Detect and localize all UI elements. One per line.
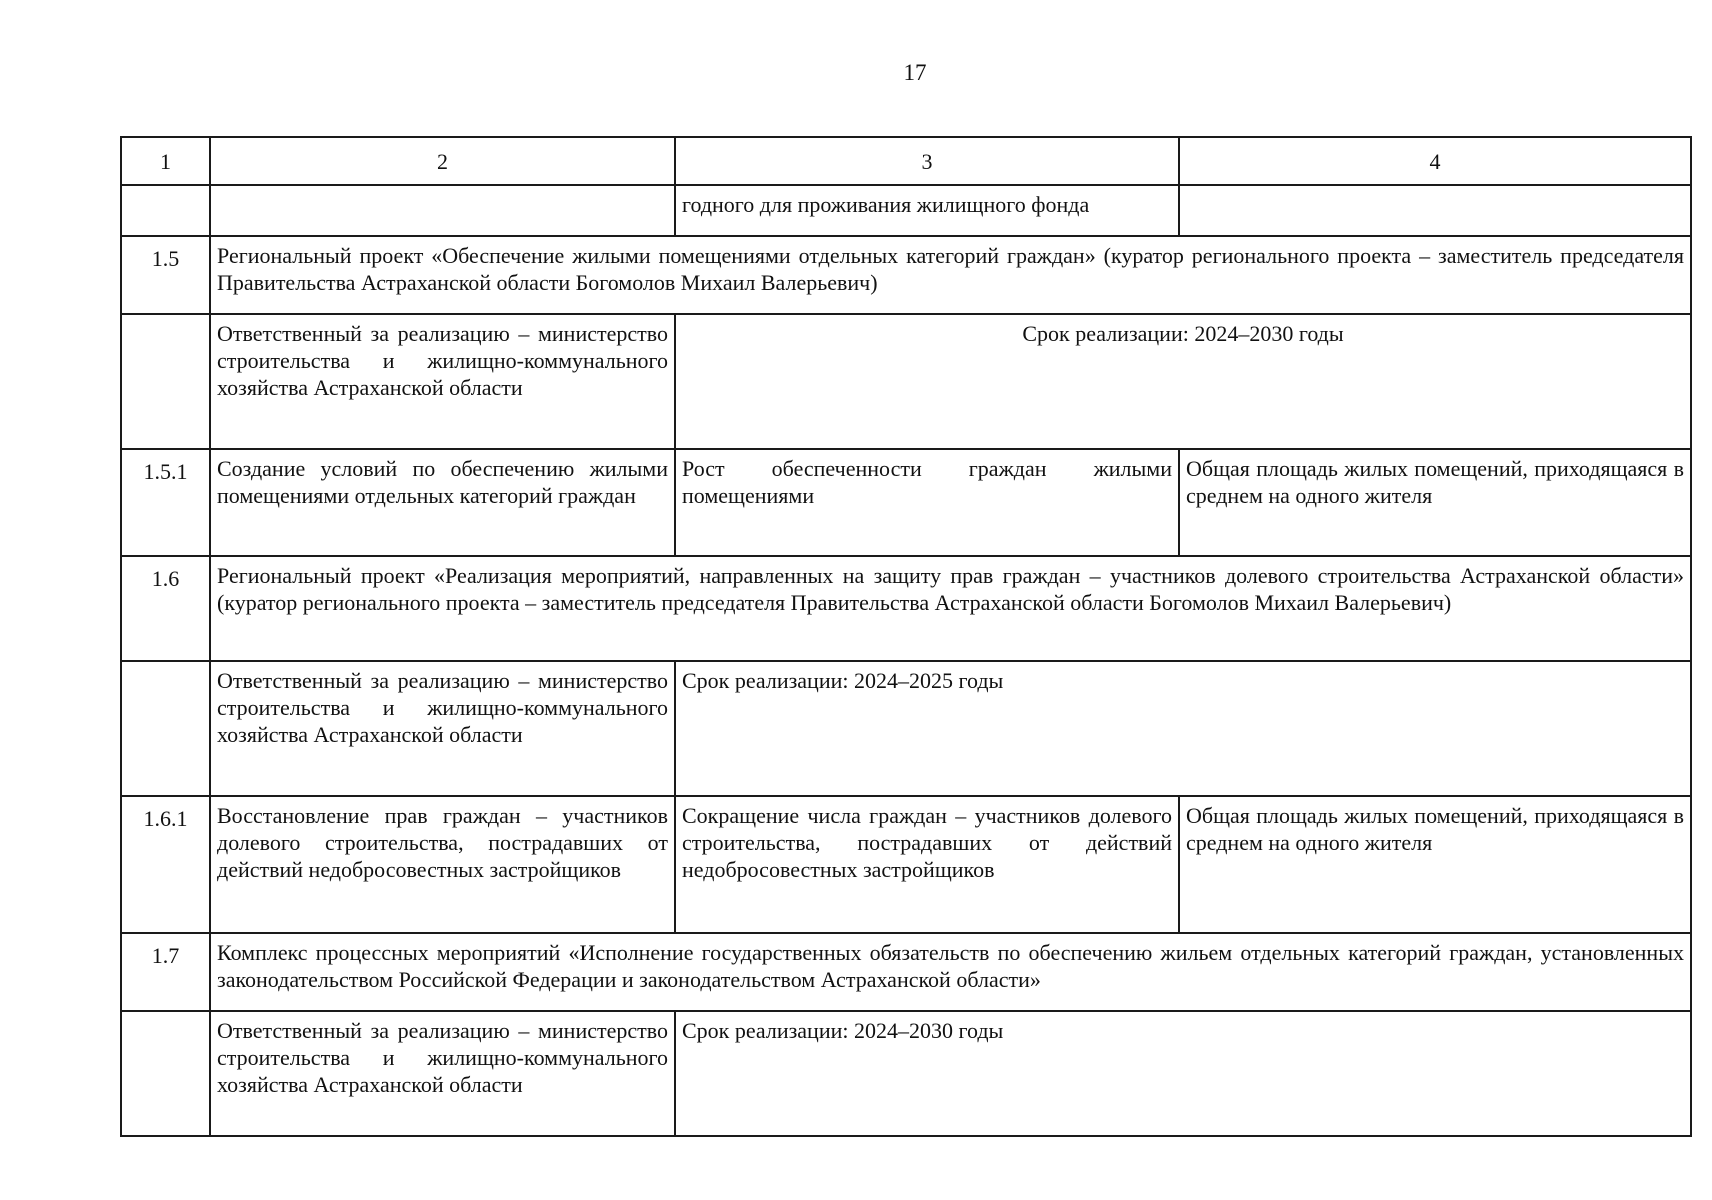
table-row-continuation: [121, 185, 1691, 236]
column-number-4: 4: [1179, 137, 1691, 185]
responsible-text: Ответственный за реализацию – министерство строительства и жилищно-коммунального хозяйства Астраханской области: [210, 314, 675, 449]
effect-text: Рост обеспеченности граждан жилыми помещениями: [675, 449, 1179, 556]
table-row-responsible-1-5: [121, 314, 1691, 449]
table-row-responsible-1-7: [121, 1011, 1691, 1136]
task-text: Создание условий по обеспечению жилыми помещениями отдельных категорий граждан: [210, 449, 675, 556]
empty-cell: [121, 314, 210, 449]
table-row-project-1-5: [121, 236, 1691, 314]
row-number: 1.6.1: [121, 796, 210, 933]
indicator-text: Общая площадь жилых помещений, приходящаяся в среднем на одного жителя: [1179, 796, 1691, 933]
row-number: 1.5.1: [121, 449, 210, 556]
effect-text: Сокращение числа граждан – участников долевого строительства, пострадавших от действий недобросовестных застройщиков: [675, 796, 1179, 933]
table-row-task-1-6-1: [121, 796, 1691, 933]
table-row-task-1-5-1: [121, 449, 1691, 556]
row-number: 1.5: [121, 236, 210, 314]
empty-cell: [1179, 185, 1691, 236]
project-title: Региональный проект «Обеспечение жилыми помещениями отдельных категорий граждан» (куратор регионального проекта – заместитель председателя Правительства Астраханской области Богомолов Михаил Валерьевич): [210, 236, 1691, 314]
project-title: Региональный проект «Реализация мероприятий, направленных на защиту прав граждан – участников долевого строительства Астраханской области» (куратор регионального проекта – заместитель председателя Правительства Астраханской области Богомолов Михаил Валерьевич): [210, 556, 1691, 661]
column-number-2: 2: [210, 137, 675, 185]
column-number-1: 1: [121, 137, 210, 185]
implementation-term: Срок реализации: 2024–2025 годы: [675, 661, 1691, 796]
empty-cell: [210, 185, 675, 236]
empty-cell: [121, 661, 210, 796]
project-title: Комплекс процессных мероприятий «Исполнение государственных обязательств по обеспечению жильем отдельных категорий граждан, установленных законодательством Российской Федерации и законодательством Астраханской области»: [210, 933, 1691, 1011]
continuation-text: годного для проживания жилищного фонда: [675, 185, 1179, 236]
row-number: 1.6: [121, 556, 210, 661]
implementation-term: Срок реализации: 2024–2030 годы: [675, 1011, 1691, 1136]
indicator-text: Общая площадь жилых помещений, приходящаяся в среднем на одного жителя: [1179, 449, 1691, 556]
responsible-text: Ответственный за реализацию – министерство строительства и жилищно-коммунального хозяйства Астраханской области: [210, 1011, 675, 1136]
responsible-text: Ответственный за реализацию – министерство строительства и жилищно-коммунального хозяйства Астраханской области: [210, 661, 675, 796]
table-header-row: [121, 137, 1691, 185]
program-structure-table: [120, 136, 1692, 1137]
empty-cell: [121, 1011, 210, 1136]
column-number-3: 3: [675, 137, 1179, 185]
table-row-project-1-7: [121, 933, 1691, 1011]
row-number: 1.7: [121, 933, 210, 1011]
page-number: 17: [903, 60, 927, 85]
table-row-project-1-6: [121, 556, 1691, 661]
task-text: Восстановление прав граждан – участников долевого строительства, пострадавших от действий недобросовестных застройщиков: [210, 796, 675, 933]
table-row-responsible-1-6: [121, 661, 1691, 796]
empty-cell: [121, 185, 210, 236]
implementation-term: Срок реализации: 2024–2030 годы: [675, 314, 1691, 449]
